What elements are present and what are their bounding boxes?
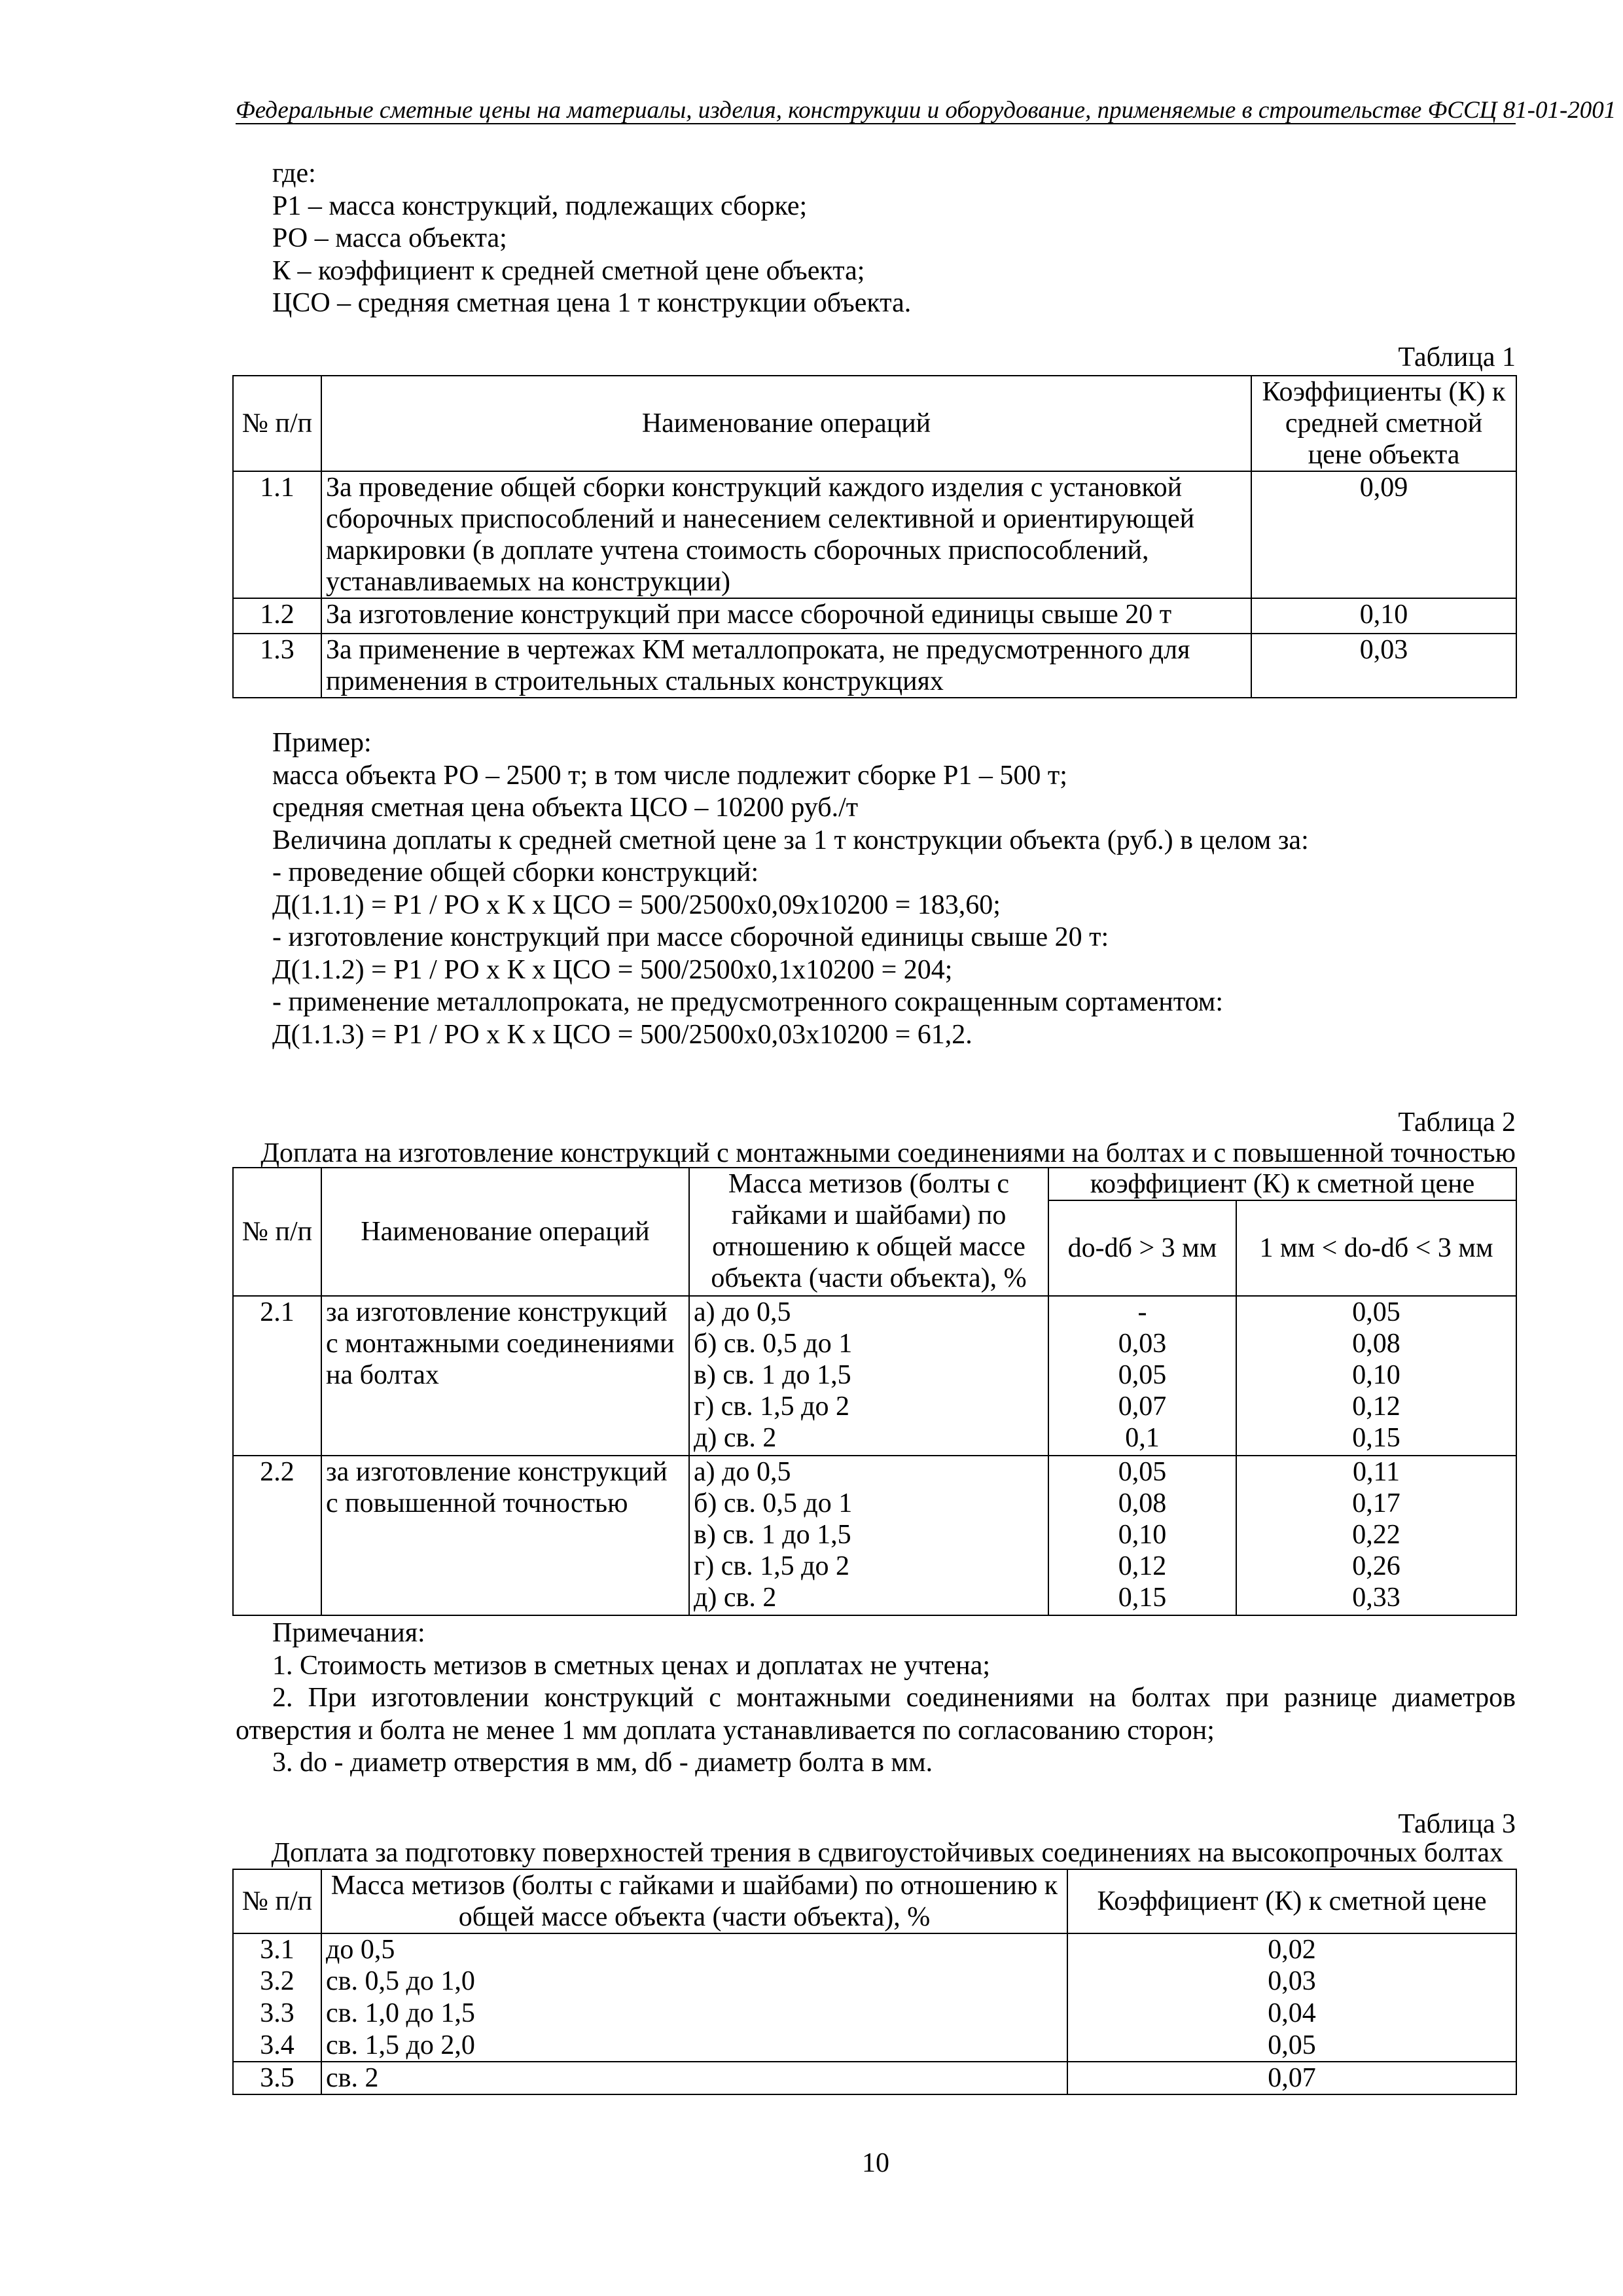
table1-header-name: Наименование операций [321,376,1251,471]
table-cell-mass [689,1296,1048,1456]
definition-line: ЦСО – средняя сметная цена 1 т конструкции объекта. [272,288,912,318]
table-cell-num: 3.3 [233,1998,321,2030]
table-cell-line: б) св. 0,5 до 1 [694,1488,853,1518]
table1-header-coef-line: Коэффициенты (К) к [1262,377,1506,407]
table2 [232,1167,1517,1616]
table-cell-mass: до 0,5 [321,1933,1067,1965]
table-cell-line: на болтах [326,1360,439,1390]
table1-header-coef-line: цене объекта [1308,440,1460,470]
table2-header-num: № п/п [233,1168,321,1296]
table-cell-mass: св. 1,0 до 1,5 [321,1998,1067,2030]
table3-header-row [233,1869,1516,1933]
table2-header-coef1: do-dб > 3 мм [1048,1200,1236,1296]
table2-header-name: Наименование операций [321,1168,689,1296]
table-row [233,471,1516,598]
table1-header-num: № п/п [233,376,321,471]
table-cell-num: 1.2 [233,598,321,634]
table-cell-line: За изготовление конструкций при массе сборочной единицы свыше 20 т [326,600,1172,630]
definitions [272,158,1516,320]
note-1: 1. Стоимость метизов в сметных ценах и доплатах не учтена; [272,1650,991,1681]
example-line: Д(1.1.1) = Р1 / РО х К х ЦСО = 500/2500х0,09х10200 = 183,60; [272,889,1001,920]
table-cell-line: 0,03 [1118,1329,1167,1359]
table2-label: Таблица 2 [1398,1107,1516,1138]
note-2-line-2: отверстия и болта не менее 1 мм доплата устанавливается по согласованию сторон; [236,1715,1215,1746]
table-cell-num: 1.3 [233,634,321,698]
notes [236,1617,1516,1780]
table-row [233,1296,1516,1456]
table1-header-coef-line: средней сметной [1285,408,1483,439]
table-cell-coef: 0,03 [1251,634,1516,698]
table-cell-line: 0,10 [1118,1520,1167,1550]
table-cell-line: 0,08 [1118,1488,1167,1518]
table-cell-coef: 0,05 [1067,2030,1516,2062]
table-cell-name [321,598,1251,634]
table-cell-coef: 0,10 [1251,598,1516,634]
example-line: - проведение общей сборки конструкций: [272,857,759,888]
table2-title: Доплата на изготовление конструкций с монтажными соединениями на болтах и с повышенной точностью [260,1138,1516,1168]
table2-header-coef2: 1 мм < do-dб < 3 мм [1236,1200,1516,1296]
table-cell-num: 2.2 [233,1456,321,1615]
table-row [233,1965,1516,1998]
table-cell-line: г) св. 1,5 до 2 [694,1551,850,1581]
table2-header-mass [689,1168,1048,1296]
table3-header-num: № п/п [233,1869,321,1933]
table-cell-mass: св. 0,5 до 1,0 [321,1965,1067,1998]
definition-line: Р1 – масса конструкций, подлежащих сборке; [272,190,808,221]
table-cell-line: маркировки (в доплате учтена стоимость сборочных приспособлений, [326,535,1149,565]
table-cell-line: г) св. 1,5 до 2 [694,1391,850,1422]
table-cell-line: 0,1 [1125,1423,1160,1453]
table-cell-line: За проведение общей сборки конструкций каждого изделия с установкой [326,473,1183,503]
table-cell-line: 0,07 [1118,1391,1167,1422]
table-cell-num: 3.5 [233,2062,321,2094]
table-row [233,598,1516,634]
table1 [232,375,1517,698]
table3-header-mass-line: общей массе объекта (части объекта), % [458,1902,931,1932]
table-cell-num: 3.4 [233,2030,321,2062]
table-cell-line: - [1137,1297,1147,1327]
table-cell-num: 1.1 [233,471,321,598]
table2-header-mass-line: Масса метизов (болты с [728,1169,1010,1199]
example-line: - изготовление конструкций при массе сборочной единицы свыше 20 т: [272,922,1109,952]
table-cell-coef: 0,07 [1067,2062,1516,2094]
note-2-line-1: 2. При изготовлении конструкций с монтажными соединениями на болтах при разнице диаметров [272,1683,1516,1713]
table-cell-line: д) св. 2 [694,1423,777,1453]
table3-header-mass [321,1869,1067,1933]
table-cell-line: устанавливаемых на конструкции) [326,567,730,597]
table-cell-num: 2.1 [233,1296,321,1456]
table-cell-coef: 0,02 [1067,1933,1516,1965]
table-cell-line: с монтажными соединениями [326,1329,675,1359]
table2-header-mass-line: объекта (части объекта), % [711,1263,1027,1293]
table-cell-line: 0,08 [1352,1329,1400,1359]
table-cell-name [321,1456,689,1615]
table-row [233,2062,1516,2094]
table-cell-line: 0,12 [1352,1391,1400,1422]
table-cell-line: 0,11 [1353,1457,1400,1487]
table-cell-line: 0,17 [1352,1488,1400,1518]
table-cell-line: 0,12 [1118,1551,1167,1581]
page-header-text: Федеральные сметные цены на материалы, изделия, конструкции и оборудование, применяемые в строительстве ФССЦ 81-01-2001 [236,97,1616,124]
table-cell-coef2 [1236,1456,1516,1615]
table2-header-mass-line: отношению к общей массе [712,1232,1026,1262]
table-cell-line: 0,26 [1352,1551,1400,1581]
table-cell-coef1 [1048,1456,1236,1615]
page-header [236,97,1616,124]
table-cell-line: в) св. 1 до 1,5 [694,1520,851,1550]
table-cell-coef: 0,09 [1251,471,1516,598]
example-line: - применение металлопроката, не предусмотренного сокращенным сортаментом: [272,987,1224,1017]
table1-header-coef [1251,376,1516,471]
table-cell-num: 3.2 [233,1965,321,1998]
table-cell-line: б) св. 0,5 до 1 [694,1329,853,1359]
table-cell-line: За применение в чертежах КМ металлопроката, не предусмотренного для [326,635,1190,665]
table3-header-mass-line: Масса метизов (болты с гайками и шайбами) по отношению к [330,1871,1058,1901]
table-cell-line: за изготовление конструкций [326,1297,668,1327]
example-line: средняя сметная цена объекта ЦСО – 10200 руб./т [272,793,859,823]
table-cell-line: д) св. 2 [694,1583,777,1613]
notes-title: Примечания: [272,1618,425,1648]
table-cell-name [321,471,1251,598]
table-cell-coef: 0,03 [1067,1965,1516,1998]
table-cell-line: 0,10 [1352,1360,1400,1390]
table-cell-line: 0,15 [1118,1583,1167,1613]
table-cell-line: 0,22 [1352,1520,1400,1550]
table-cell-line: 0,05 [1352,1297,1400,1327]
table-cell-line: 0,15 [1352,1423,1400,1453]
table3-header-coef: Коэффициент (К) к сметной цене [1067,1869,1516,1933]
table-row [233,1998,1516,2030]
table2-header-row [233,1168,1516,1200]
table3 [232,1869,1517,2095]
table2-header-coef: коэффициент (К) к сметной цене [1048,1168,1516,1200]
table2-header-mass-line: гайками и шайбами) по [731,1200,1007,1230]
table-row [233,1933,1516,1965]
table-row [233,2030,1516,2062]
table-row [233,634,1516,698]
definition-line: К – коэффициент к средней сметной цене объекта; [272,255,865,286]
example-line: Величина доплаты к средней сметной цене за 1 т конструкции объекта (руб.) в целом за: [272,825,1309,855]
example-line: Д(1.1.3) = Р1 / РО х К х ЦСО = 500/2500х0,03х10200 = 61,2. [272,1019,972,1050]
table-cell-line: 0,05 [1118,1457,1167,1487]
table-cell-mass [689,1456,1048,1615]
table3-label: Таблица 3 [1398,1809,1516,1839]
table-cell-coef1 [1048,1296,1236,1456]
table-cell-name [321,1296,689,1456]
table-cell-line: а) до 0,5 [694,1297,791,1327]
example [272,727,1516,1051]
table-cell-num: 3.1 [233,1933,321,1965]
table-cell-line: 0,05 [1118,1360,1167,1390]
table1-label: Таблица 1 [1398,342,1516,372]
table-cell-line: применения в строительных стальных конструкциях [326,666,944,696]
table-cell-coef2 [1236,1296,1516,1456]
example-line: масса объекта РО – 2500 т; в том числе подлежит сборке Р1 – 500 т; [272,760,1067,791]
table-cell-line: 0,33 [1352,1583,1400,1613]
table3-title: Доплата за подготовку поверхностей трения в сдвигоустойчивых соединениях на высокопрочных болтах [271,1838,1503,1868]
table-row [233,1456,1516,1615]
table-cell-mass: св. 1,5 до 2,0 [321,2030,1067,2062]
example-line: Д(1.1.2) = Р1 / РО х К х ЦСО = 500/2500х0,1х10200 = 204; [272,954,953,985]
page-number: 10 [862,2148,889,2178]
example-line: Пример: [272,728,372,758]
table1-header-row [233,376,1516,471]
note-3: 3. do - диаметр отверстия в мм, dб - диаметр болта в мм. [272,1748,933,1778]
table-cell-line: а) до 0,5 [694,1457,791,1487]
definitions-intro: где: [272,158,316,188]
table-cell-line: сборочных приспособлений и нанесением селективной и ориентирующей [326,504,1195,534]
table-cell-coef: 0,04 [1067,1998,1516,2030]
table-cell-line: с повышенной точностью [326,1488,628,1518]
table-cell-line: за изготовление конструкций [326,1457,668,1487]
table-cell-name [321,634,1251,698]
definition-line: РО – масса объекта; [272,223,507,253]
table-cell-mass: св. 2 [321,2062,1067,2094]
table-cell-line: в) св. 1 до 1,5 [694,1360,851,1390]
